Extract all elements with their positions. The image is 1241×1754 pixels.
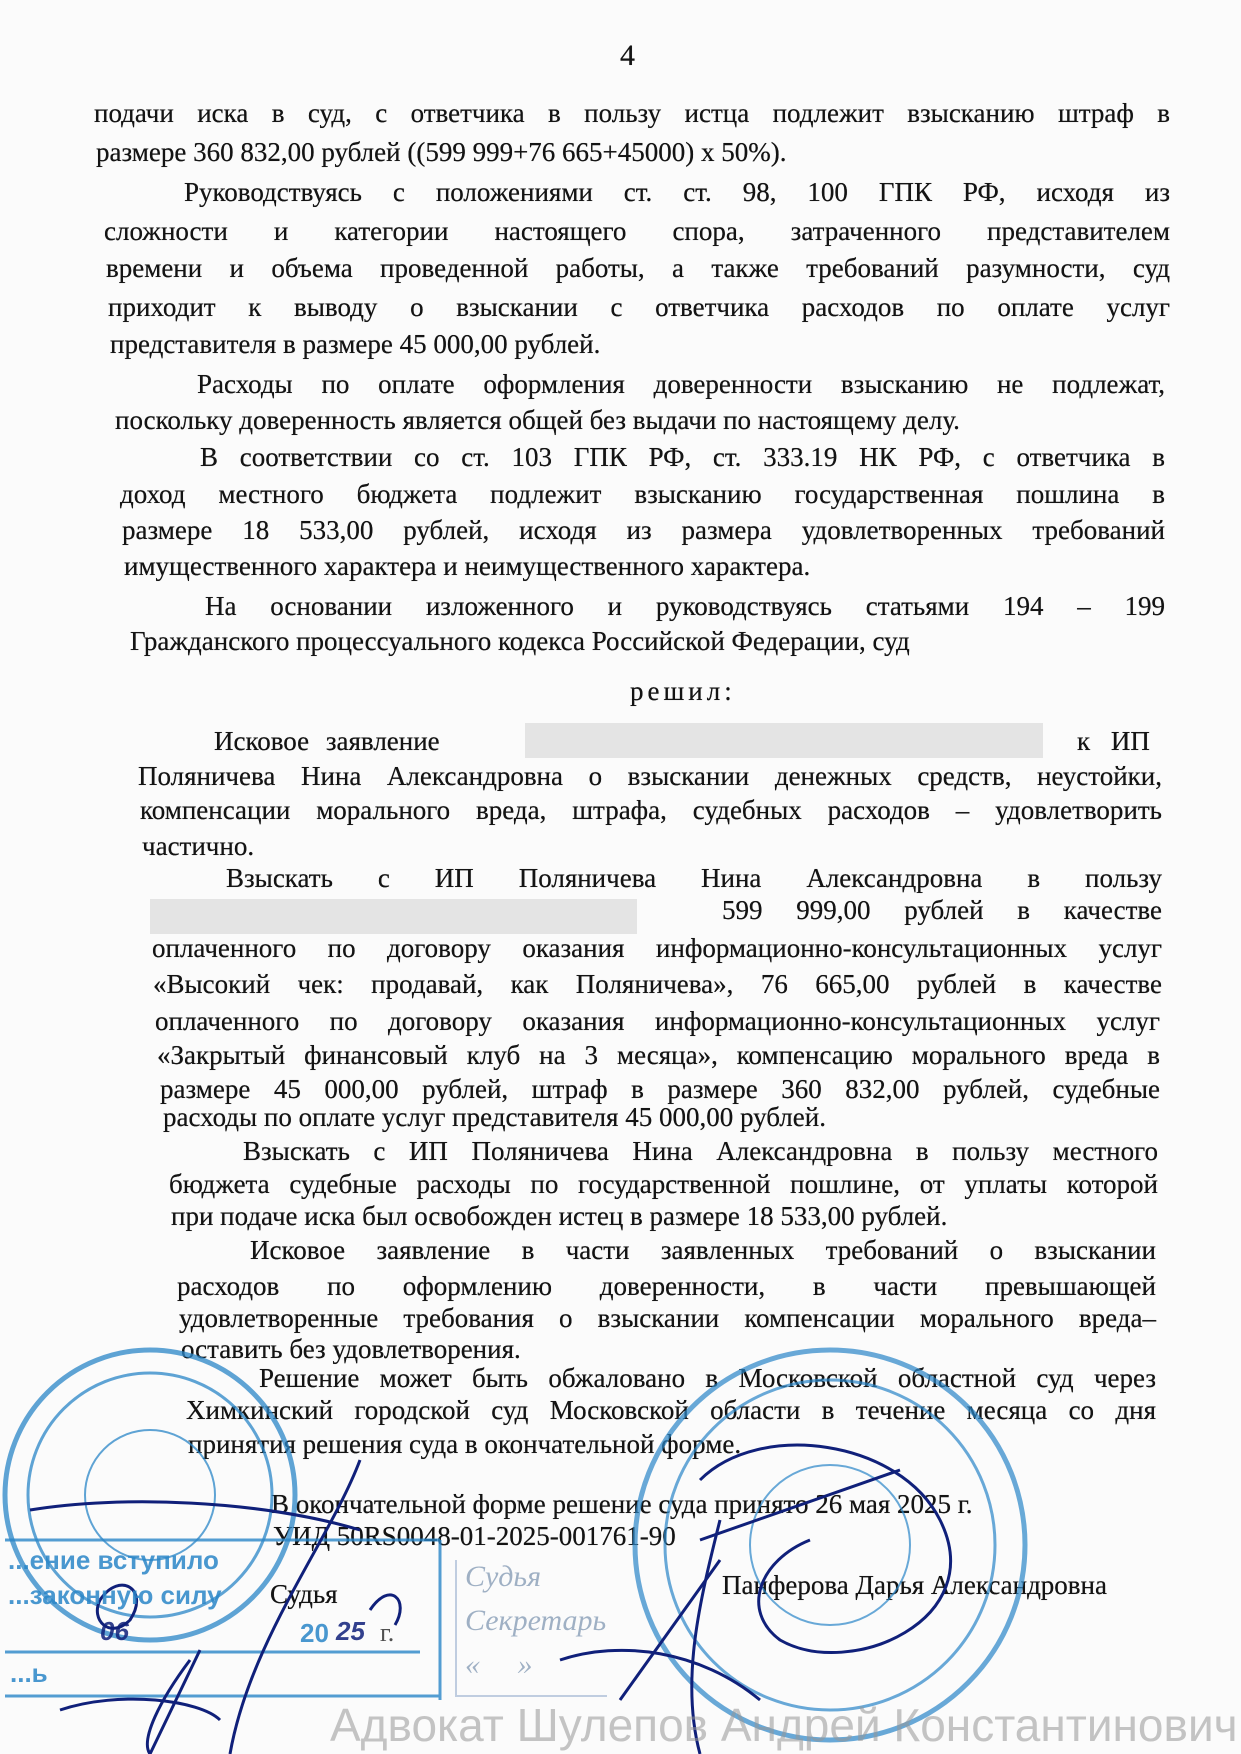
clerk-stamp-secretary: Секретарь (465, 1604, 607, 1637)
text-line: расходов по оформлению доверенности, в части превышающей (177, 1271, 1156, 1301)
entered-force-day: 06 (100, 1616, 129, 1646)
final-form-date: В окончательной форме решение суда принято 26 мая 2025 г. (271, 1489, 973, 1519)
text-line: В соответствии со ст. 103 ГПК РФ, ст. 333.19 НК РФ, с ответчика в (200, 442, 1165, 472)
text-line: размере 45 000,00 рублей, штраф в размере 360 832,00 рублей, судебные (160, 1074, 1160, 1104)
text-line: 599 999,00 рублей в качестве (722, 895, 1162, 925)
text-line: сложности и категории настоящего спора, затраченного представителем (104, 216, 1170, 246)
text-line: Руководствуясь с положениями ст. ст. 98, 100 ГПК РФ, исходя из (184, 177, 1170, 207)
text-line: Поляничева Нина Александровна о взыскании денежных средств, неустойки, (138, 761, 1162, 791)
entered-force-year-g: г. (380, 1618, 395, 1647)
watermark: Адвокат Шулепов Андрей Константинович (330, 1699, 1238, 1751)
text-line: поскольку доверенность является общей без выдачи по настоящему делу. (115, 405, 960, 435)
text-line: Взыскать с ИП Поляничева Нина Александровна в пользу местного (243, 1136, 1158, 1166)
case-uid: УИД 50RS0048-01-2025-001761-90 (273, 1521, 676, 1551)
text-line: Химкинский городской суд Московской области в течение месяца со дня (186, 1395, 1156, 1425)
text-line: представителя в размере 45 000,00 рублей. (110, 329, 601, 359)
resolution-heading: решил: (630, 676, 736, 706)
entered-force-stamp-line2: ...законную силу (8, 1580, 222, 1610)
text-line: при подаче иска был освобожден истец в размере 18 533,00 рублей. (171, 1201, 948, 1231)
text-line: размере 18 533,00 рублей, исходя из размера удовлетворенных требований (122, 515, 1165, 545)
text-line: оставить без удовлетворения. (181, 1334, 521, 1364)
text-line: компенсации морального вреда, штрафа, судебных расходов – удовлетворить (140, 795, 1162, 825)
text-line: расходы по оплате услуг представителя 45 000,00 рублей. (163, 1102, 826, 1132)
text-line: Исковое заявление в части заявленных требований о взыскании (250, 1235, 1156, 1265)
text-line: Гражданского процессуального кодекса Российской Федерации, суд (130, 626, 910, 656)
text-line: На основании изложенного и руководствуясь статьями 194 – 199 (205, 591, 1165, 621)
text-line: оплаченного по договору оказания информационно-консультационных услуг (152, 933, 1162, 963)
text-line: Расходы по оплате оформления доверенности взысканию не подлежат, (197, 369, 1165, 399)
text-line: приходит к выводу о взыскании с ответчика расходов по оплате услуг (108, 292, 1170, 322)
text-line: частично. (142, 831, 255, 861)
entered-force-stamp-line1: ...ение вступило (8, 1545, 219, 1575)
text-line: размере 360 832,00 рублей ((599 999+76 665+45000) х 50%). (96, 137, 787, 167)
text-line: подачи иска в суд, с ответчика в пользу истца подлежит взысканию штраф в (94, 98, 1170, 128)
clerk-stamp-judge: Судья (465, 1560, 542, 1593)
text-line: удовлетворенные требования о взыскании компенсации морального вреда– (179, 1303, 1156, 1333)
judge-label: Судья (270, 1579, 338, 1609)
text-line: бюджета судебные расходы по государственной пошлине, от уплаты которой (169, 1169, 1158, 1199)
text-line: Решение может быть обжаловано в Московской областной суд через (259, 1363, 1156, 1393)
text-line: к ИП (1077, 726, 1150, 756)
text-line: доход местного бюджета подлежит взысканию государственная пошлина в (120, 479, 1165, 509)
text-line: «Закрытый финансовый клуб на 3 месяца», компенсацию морального вреда в (157, 1040, 1160, 1070)
entered-force-year-prefix: 20 (300, 1618, 329, 1648)
text-line: времени и объема проведенной работы, а также требований разумности, суд (106, 253, 1170, 283)
entered-force-year-suffix: 25 (336, 1616, 365, 1646)
judge-name: Панферова Дарья Александровна (722, 1570, 1107, 1600)
entered-force-stamp-line3: ...ь (10, 1658, 48, 1688)
text-line: имущественного характера и неимущественного характера. (124, 551, 811, 581)
text-line: оплаченного по договору оказания информационно-консультационных услуг (155, 1006, 1160, 1036)
text-line: принятия решения суда в окончательной форме. (188, 1429, 742, 1459)
round-seal-right (635, 1350, 1025, 1740)
clerk-stamp-date: « » (465, 1648, 533, 1681)
page-number: 4 (620, 39, 635, 72)
text-line: «Высокий чек: продавай, как Поляничева», 76 665,00 рублей в качестве (153, 969, 1162, 999)
text-line: Исковое заявление (214, 726, 440, 756)
text-line: Взыскать с ИП Поляничева Нина Александровна в пользу (226, 863, 1162, 893)
